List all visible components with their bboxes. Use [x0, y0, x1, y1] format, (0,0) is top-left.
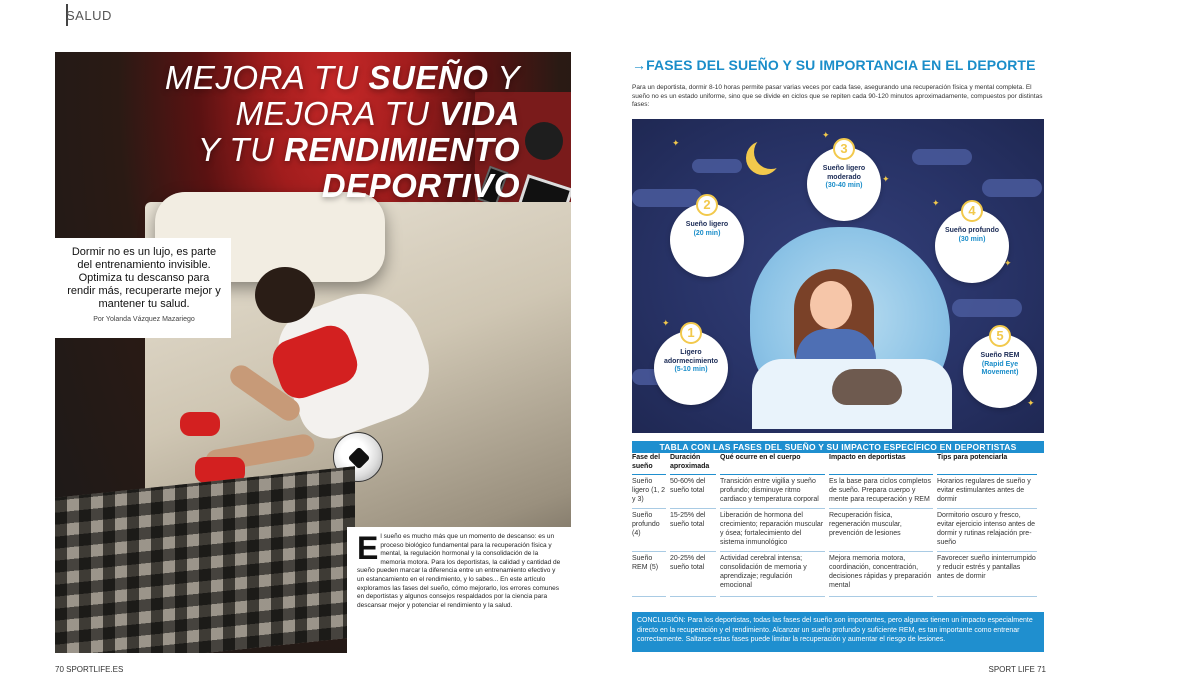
drop-cap: E — [357, 530, 379, 566]
table-cell: Favorecer sueño ininterrumpido y reducir estrés y pantallas antes de dormir — [937, 554, 1037, 597]
table-cell: Mejora memoria motora, coordinación, concentración, decisiones rápidas y preparación mental — [829, 554, 933, 597]
phase-name: Sueño profundo — [944, 227, 1000, 234]
table-cell: 20-25% del sueño total — [670, 554, 716, 597]
phase-name: Sueño REM — [980, 352, 1020, 359]
section-heading: →FASES DEL SUEÑO Y SU IMPORTANCIA EN EL DEPORTE — [632, 57, 1036, 73]
table-cell: Recuperación física, regeneración muscular, prevención de lesiones — [829, 511, 933, 552]
phase-duration: (30 min) — [958, 235, 986, 243]
phase-1 — [654, 325, 728, 405]
cloud — [952, 299, 1022, 317]
phase-name: Ligero adormecimiento — [663, 349, 719, 365]
section-intro: Para un deportista, dormir 8-10 horas permite pasar varias veces por cada fase, asegurando una recuperación física y mental completa. El sueño no es un estado uniforme, sino que se divide en ciclos que se repiten cada 90-120 minutos aproximadamente, compuestos por distintas fases: — [632, 84, 1043, 108]
phase-duration: (30-40 min) — [825, 182, 863, 189]
sleep-phases-table — [632, 441, 1044, 597]
table-column — [937, 453, 1037, 599]
cloud — [912, 149, 972, 165]
table-cell: Liberación de hormona del crecimiento; reparación muscular y ósea; fortalecimiento del sistema inmunológico — [720, 511, 825, 552]
table-cell: Actividad cerebral intensa; consolidación de memoria y aprendizaje; regulación emocional — [720, 554, 825, 597]
sleeping-girl-head — [255, 267, 315, 323]
table-cell: 50-60% del sueño total — [670, 477, 716, 509]
byline: Por Yolanda Vázquez Mazariego — [93, 316, 195, 323]
table-cell: Sueño profundo (4) — [632, 511, 666, 552]
table-cell: Dormitorio oscuro y fresco, evitar ejercicio intenso antes de dormir y rutinas relajación pre-sueño — [937, 511, 1037, 552]
hero-title: MEJORA TU SUEÑO Y MEJORA TU VIDA Y TU RENDIMIENTO DEPORTIVO — [164, 59, 520, 204]
table-cell: Horarios regulares de sueño y evitar estimulantes antes de dormir — [937, 477, 1037, 509]
checkered-blanket — [55, 466, 355, 653]
cloud — [692, 159, 742, 173]
phase-duration: (5-10 min) — [674, 366, 708, 373]
body-text — [357, 530, 563, 610]
table-column — [632, 453, 666, 599]
body-text-box — [347, 527, 571, 654]
table-cell: Es la base para ciclos completos de sueño. Prepara cuerpo y mente para recuperación y REM — [829, 477, 933, 509]
star-icon: ✦ — [662, 318, 670, 328]
table-cell: Transición entre vigilia y sueño profundo; disminuye ritmo cardiaco y temperatura corporal — [720, 477, 825, 509]
conclusion-box: CONCLUSIÓN: Para los deportistas, todas las fases del sueño son importantes, pero algunas tienen un impacto especialmente directo en la recuperación y el rendimiento. Alcanzar un sueño profundo y suficiente REM, es tan importante como entrenar correctamente. Saltarse estas fases puede limitar la recuperación y aumentar el riesgo de lesiones. — [632, 612, 1044, 652]
body-paragraph: l sueño es mucho más que un momento de descanso: es un proceso biológico fundamental para la recuperación física y mental, la regulación hormonal y la consolidación de la memoria motora. Para los deportistas, la calidad y cantidad de sueño pueden marcar la diferencia entre un entrenamiento efectivo y un estancamiento en el rendimiento, y lo sabes... En este artículo exploramos las fases del sueño, cómo mejorarlo, los errores comunes en deportistas y algunos consejos respaldados por la ciencia para descansar mejor y potenciar el rendimiento y la salud. — [357, 533, 561, 609]
cloud — [982, 179, 1042, 197]
moon-icon — [754, 135, 788, 169]
folio-right: SPORT LIFE 71 — [988, 665, 1046, 674]
phase-duration: (20 min) — [693, 229, 721, 237]
cat — [832, 369, 902, 405]
phase-number: 1 — [680, 322, 702, 344]
table-column — [829, 453, 933, 599]
table-header: Qué ocurre en el cuerpo — [720, 453, 825, 475]
phase-number: 3 — [833, 138, 855, 160]
phase-name: Sueño ligero — [685, 221, 729, 228]
table-column — [670, 453, 716, 599]
intro-text: Dormir no es un lujo, es parte del entrenamiento invisible. Optimiza tu descanso para rendir más, recuperarte mejor y mantener tu salud. — [67, 246, 221, 310]
phase-4 — [935, 203, 1009, 283]
table-title: TABLA CON LAS FASES DEL SUEÑO Y SU IMPACTO ESPECÍFICO EN DEPORTISTAS — [632, 441, 1044, 453]
red-sock — [180, 412, 220, 436]
phase-number: 5 — [989, 325, 1011, 347]
phase-number: 4 — [961, 200, 983, 222]
cloud — [632, 189, 702, 207]
phase-name: Sueño ligero moderado — [822, 165, 866, 181]
lamp — [525, 122, 563, 160]
star-icon: ✦ — [932, 198, 940, 208]
table-cell: Sueño ligero (1, 2 y 3) — [632, 477, 666, 509]
table-header: Duración aproximada — [670, 453, 716, 475]
phase-duration: (Rapid Eye Movement) — [981, 360, 1019, 376]
star-icon: ✦ — [822, 130, 830, 140]
phase-2 — [670, 197, 744, 277]
star-icon: ✦ — [882, 174, 890, 184]
table-header: Fase del sueño — [632, 453, 666, 475]
table-column — [720, 453, 825, 599]
star-icon: ✦ — [672, 138, 680, 148]
sleeping-woman-face — [810, 281, 852, 329]
intro-box — [55, 238, 231, 338]
table-header: Impacto en deportistas — [829, 453, 933, 475]
phase-3 — [807, 141, 881, 221]
star-icon: ✦ — [1027, 398, 1035, 408]
star-icon: ✦ — [1004, 258, 1012, 268]
table-cell: Sueño REM (5) — [632, 554, 666, 597]
table-header: Tips para potenciarla — [937, 453, 1037, 475]
phase-5 — [963, 328, 1037, 408]
phase-number: 2 — [696, 194, 718, 216]
table-cell: 15-25% del sueño total — [670, 511, 716, 552]
folio-left: 70 SPORTLIFE.ES — [55, 665, 124, 674]
sleep-phases-illustration — [632, 119, 1044, 433]
section-label: SALUD — [66, 8, 112, 23]
